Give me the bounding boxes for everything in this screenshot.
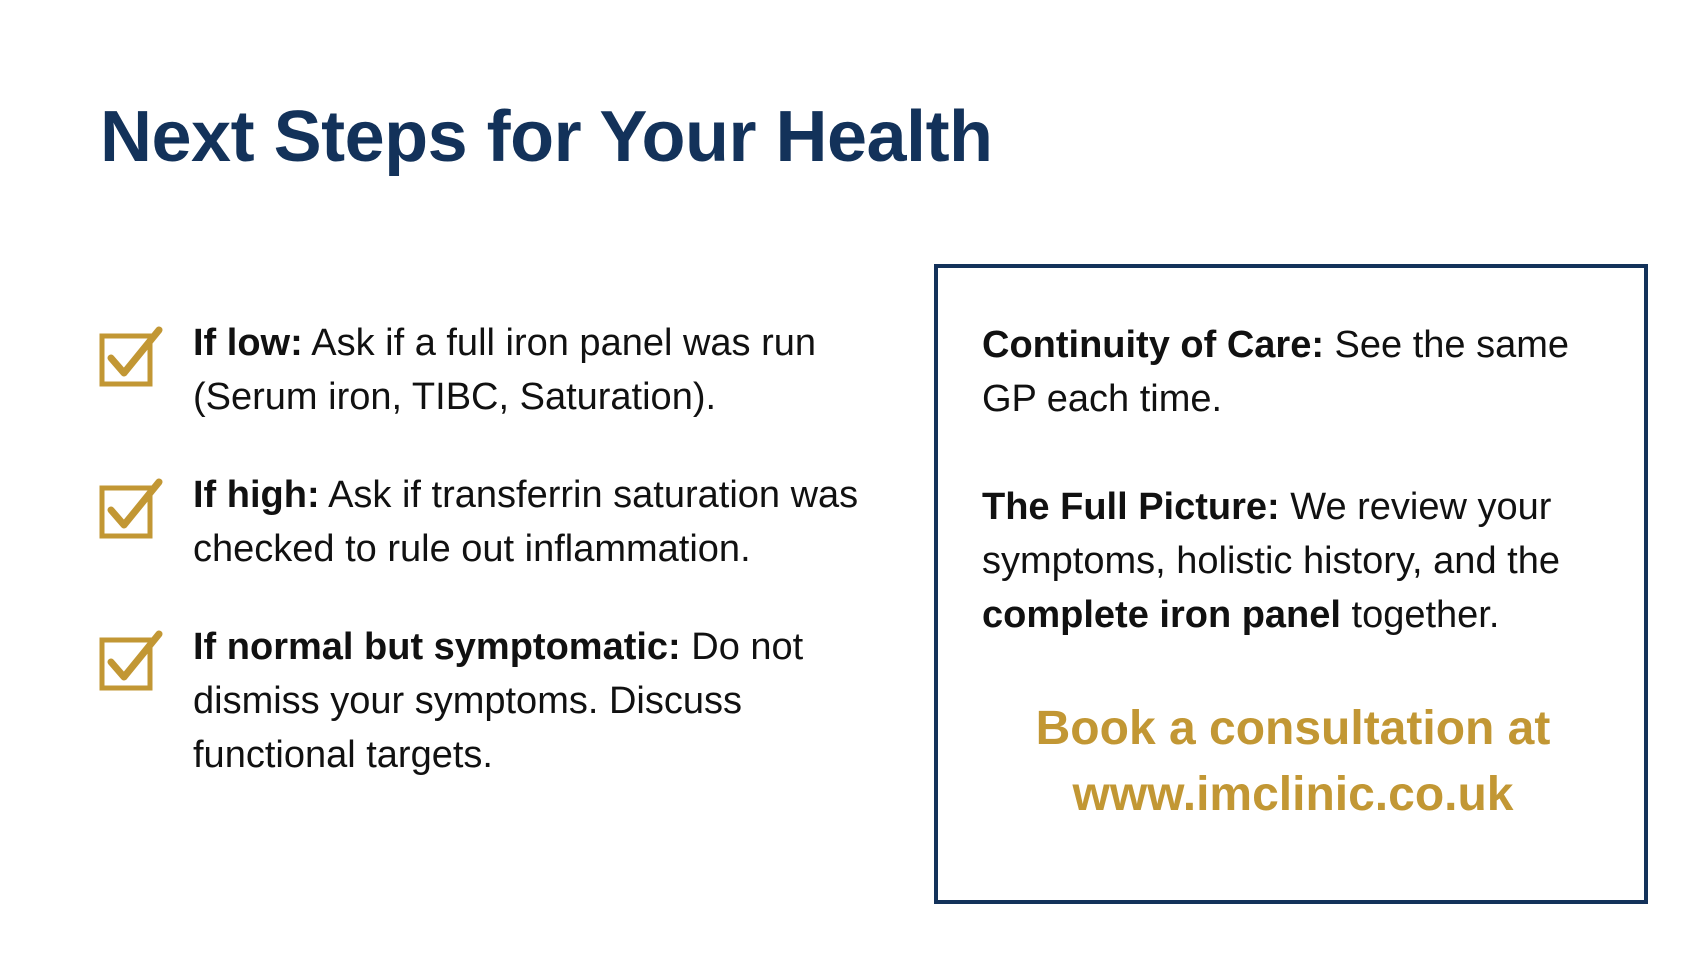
step-label: If normal but symptomatic:	[193, 626, 681, 668]
full-picture-text-end: together.	[1340, 594, 1500, 636]
care-info-box	[934, 264, 1648, 904]
checkbox-checked-icon	[98, 324, 164, 390]
step-item-low	[98, 316, 868, 424]
continuity-label: Continuity of Care:	[982, 324, 1324, 366]
full-picture-emphasis: complete iron panel	[982, 594, 1341, 636]
clinic-website-link[interactable]: www.imclinic.co.uk	[1072, 768, 1514, 821]
full-picture-label: The Full Picture:	[982, 486, 1280, 528]
checkbox-checked-icon	[98, 628, 164, 694]
next-steps-list	[98, 316, 868, 782]
page-title: Next Steps for Your Health	[100, 97, 993, 177]
step-label: If high:	[193, 474, 320, 516]
step-label: If low:	[193, 322, 303, 364]
full-picture-text: We review your symptoms, holistic history, and the	[982, 486, 1560, 582]
cta-line: Book a consultation at	[1035, 702, 1551, 755]
booking-cta	[982, 696, 1604, 828]
full-picture-paragraph	[982, 480, 1604, 642]
step-text: Do not dismiss your symptoms. Discuss functional targets.	[193, 626, 804, 776]
continuity-text: See the same GP each time.	[982, 324, 1570, 420]
step-text: Ask if a full iron panel was run (Serum iron, TIBC, Saturation).	[193, 322, 817, 418]
step-item-high	[98, 468, 868, 576]
checkbox-checked-icon	[98, 476, 164, 542]
step-text: Ask if transferrin saturation was checked to rule out inflammation.	[193, 474, 859, 570]
step-item-normal	[98, 620, 868, 782]
continuity-paragraph	[982, 318, 1604, 426]
